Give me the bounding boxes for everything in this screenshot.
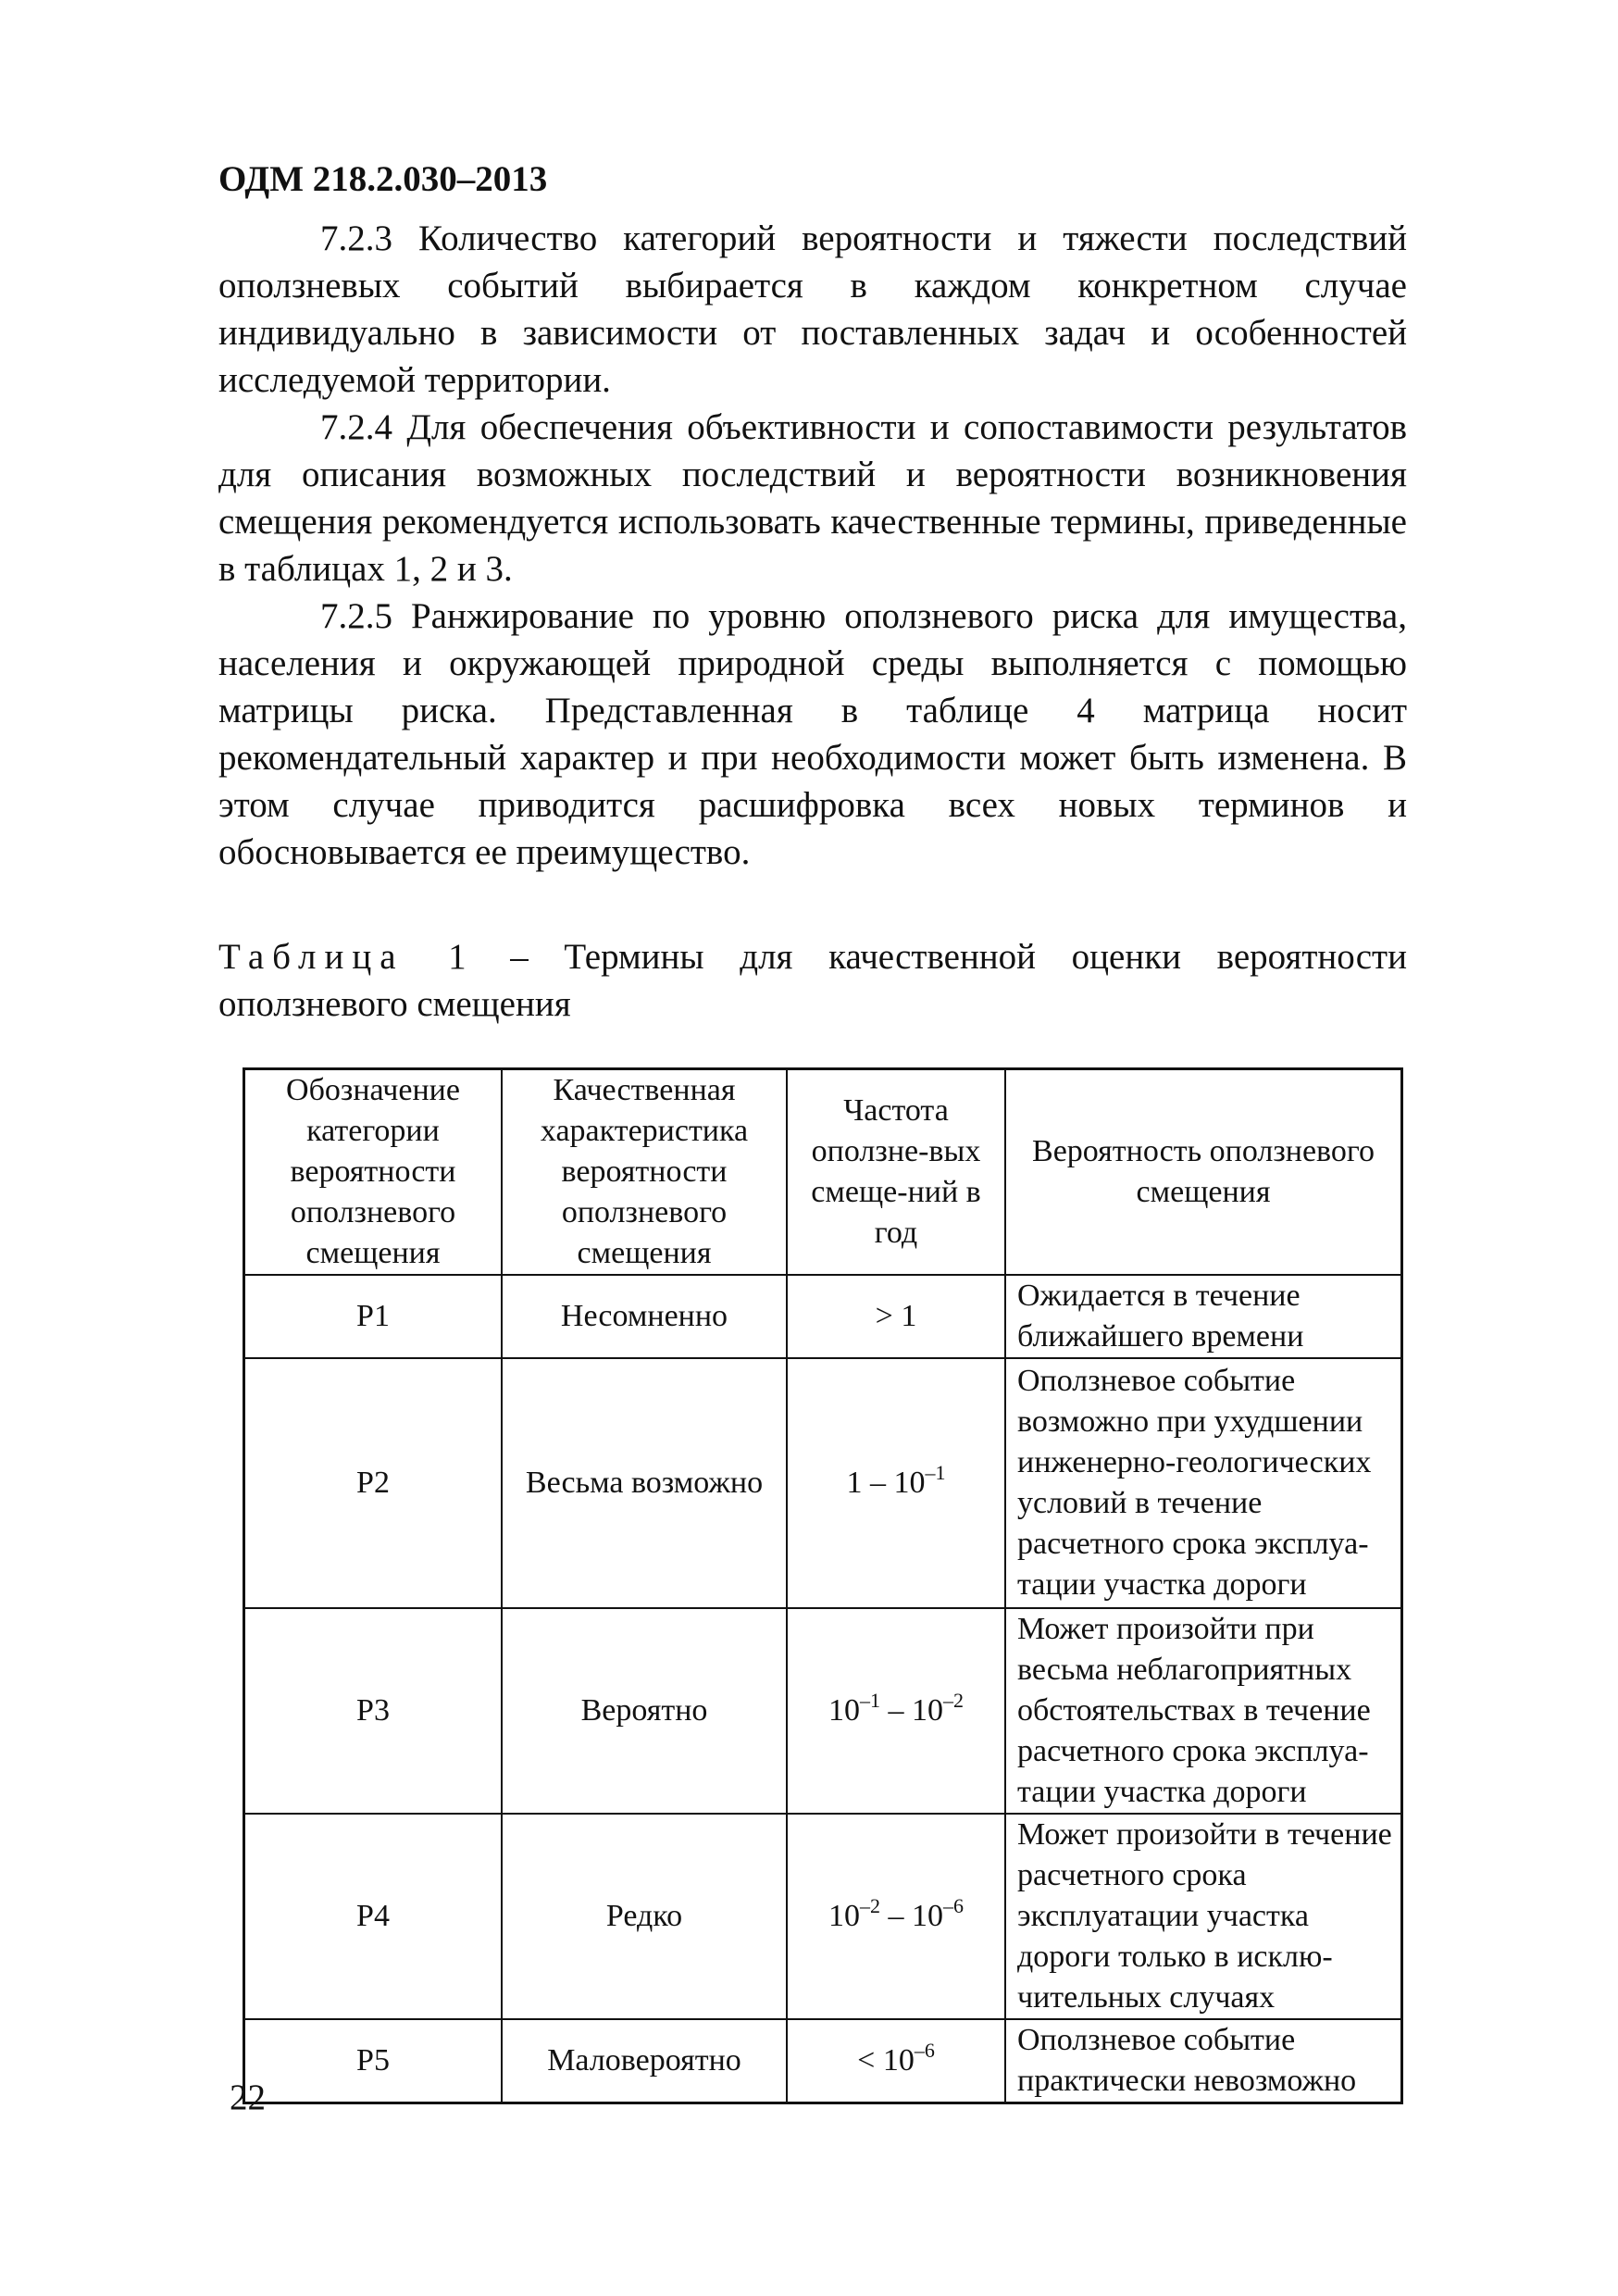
cell-probability-description: Может произойти при весьма неблагоприятных обстоятельствах в течение расчетного срока эксплуа-тации участка дороги [1005,1608,1402,1814]
cell-category-code: P1 [244,1275,503,1358]
cell-quality: Редко [502,1814,787,2019]
cell-quality: Несомненно [502,1275,787,1358]
cell-probability-description: Оползневое событие практически невозможно [1005,2019,1402,2103]
freq-base: > 1 [875,1299,917,1333]
freq-base: 10 [828,1693,860,1728]
cell-frequency [787,1358,1005,1608]
freq-separator: – [880,1693,912,1728]
cell-category-code: P2 [244,1358,503,1608]
table-row [244,1358,1402,1608]
freq-exponent: –2 [860,1894,880,1917]
table-header-row [244,1069,1402,1276]
cell-frequency [787,2019,1005,2103]
cell-quality: Маловероятно [502,2019,787,2103]
header-frequency: Частота оползне-вых смеще-ний в год [787,1069,1005,1276]
freq-exponent-2: –2 [943,1689,964,1712]
cell-probability-description: Оползневое событие возможно при ухудшении инженерно-геологических условий в течение расчетного срока эксплуа-тации участка дороги [1005,1358,1402,1608]
cell-category-code: P3 [244,1608,503,1814]
table-caption-label: Таблица 1 [218,937,475,977]
cell-category-code: P4 [244,1814,503,2019]
paragraph-7-2-5: 7.2.5 Ранжирование по уровню оползневого риска для имущества, населения и окружающей природной среды выполняется с помощью матрицы риска. Представленная в таблице 4 матрица носит рекомендательный характер и при необходимости может быть изменена. В этом случае приводится расшифровка всех новых терминов и обосновывается ее преимущество. [218,596,1407,872]
table-row [244,2019,1402,2103]
header-quality: Качественная характеристика вероятности оползневого смещения [502,1069,787,1276]
paragraph-7-2-3: 7.2.3 Количество категорий вероятности и тяжести последствий оползневых событий выбирается в каждом конкретном случае индивидуально в зависимости от поставленных задач и особенностей исследуемой территории. [218,218,1407,400]
table-caption-text: – Термины для качественной оценки вероятности оползневого смещения [218,937,1407,1024]
table-caption [218,933,1407,1028]
page-number: 22 [230,2078,266,2117]
freq-exponent: –6 [914,2039,935,2062]
header-probability: Вероятность оползневого смещения [1005,1069,1402,1276]
freq-separator: – [880,1899,912,1933]
freq-base-2: 10 [912,1693,943,1728]
cell-frequency [787,1814,1005,2019]
freq-base-2: 10 [912,1899,943,1933]
cell-probability-description: Может произойти в течение расчетного срока эксплуатации участка дороги только в исклю-чительных случаях [1005,1814,1402,2019]
cell-frequency [787,1275,1005,1358]
cell-quality: Весьма возможно [502,1358,787,1608]
freq-exponent: –1 [925,1461,946,1484]
freq-base: < 10 [857,2043,915,2078]
cell-quality: Вероятно [502,1608,787,1814]
table-body [244,1275,1402,2103]
freq-exponent: –1 [860,1689,880,1712]
document-page [218,157,1407,1028]
freq-base: 10 [828,1899,860,1933]
paragraph-7-2-4: 7.2.4 Для обеспечения объективности и сопоставимости результатов для описания возможных последствий и вероятности возникновения смещения рекомендуется использовать качественные термины, приведенные в таблицах 1, 2 и 3. [218,407,1407,589]
freq-exponent-2: –6 [943,1894,964,1917]
table-row [244,1814,1402,2019]
freq-base: 1 – 10 [846,1466,926,1500]
probability-terms-table [243,1067,1403,2104]
table-row [244,1608,1402,1814]
document-code: ОДМ 218.2.030–2013 [218,159,548,199]
table-row [244,1275,1402,1358]
cell-category-code: P5 [244,2019,503,2103]
header-category-code: Обозначение категории вероятности оползневого смещения [244,1069,503,1276]
cell-frequency [787,1608,1005,1814]
cell-probability-description: Ожидается в течение ближайшего времени [1005,1275,1402,1358]
